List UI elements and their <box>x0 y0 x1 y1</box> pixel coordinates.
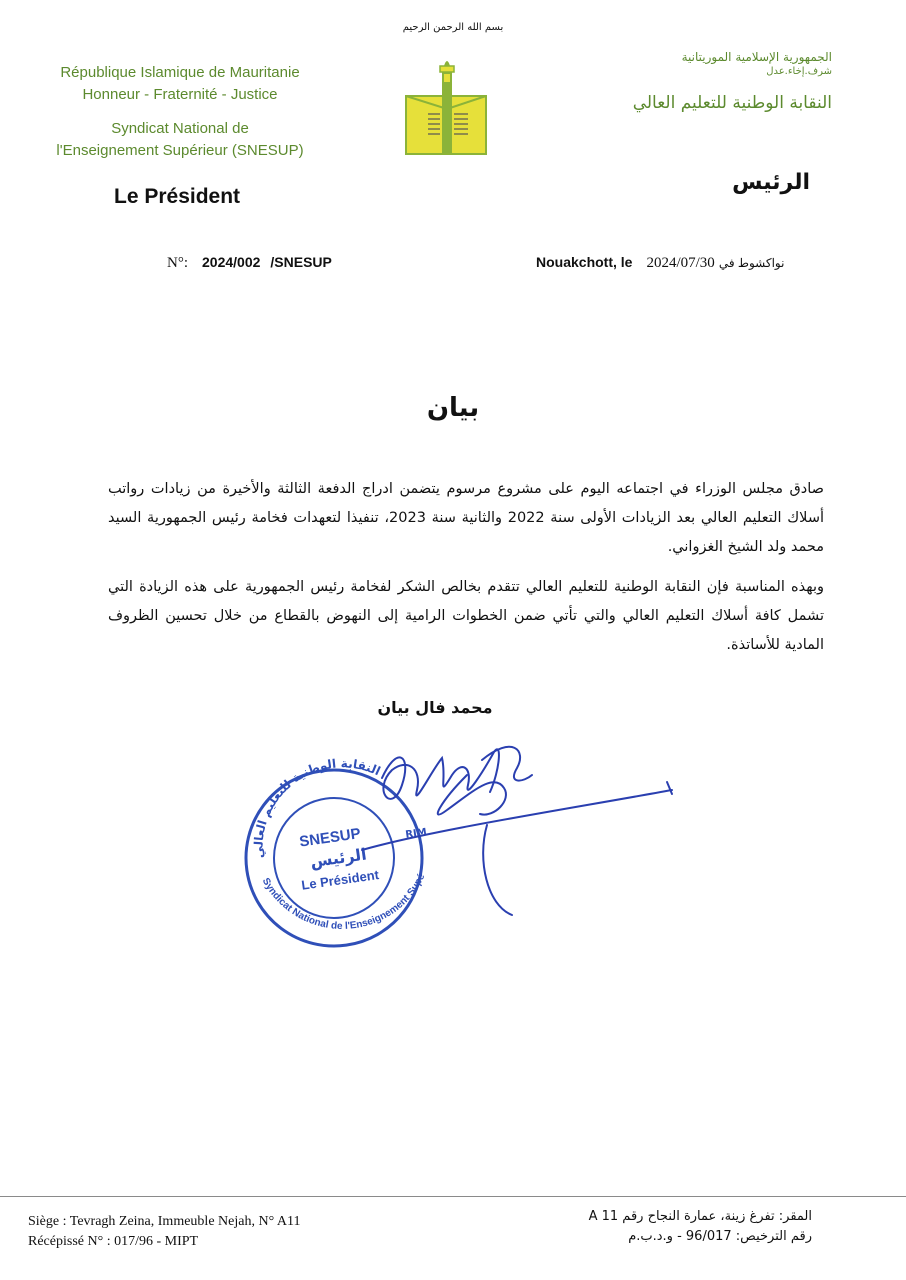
city-fr: Nouakchott, le <box>536 254 633 270</box>
header-arabic <box>633 50 832 113</box>
stamp-center-ar: الرئيس <box>308 844 368 872</box>
union-logo <box>404 56 488 160</box>
reference-value: 2024/002 <box>202 254 261 270</box>
reference-date <box>536 254 784 272</box>
paragraph: صادق مجلس الوزراء في اجتماعه اليوم على مشروع مرسوم يتضمن ادراج الدفعة الثالثة والأخيرة من زيادات رواتب أسلاك التعليم العالي بعد الزيادات الأولى سنة 2022 والثانية سنة 2023، تنفيذا لتعهدات فخامة رئيس الجمهورية السيد محمد ولد الشيخ الغزواني. <box>108 481 824 555</box>
document-title: بيان <box>426 393 480 423</box>
statement-body <box>108 475 824 671</box>
header-french <box>30 62 330 162</box>
stamp-ring-ar: النقابة الوطنية للتعليم العالي <box>251 756 383 859</box>
footer-arabic <box>589 1207 812 1247</box>
stamp-and-signature <box>232 730 692 960</box>
union-name-fr-2: l'Enseignement Supérieur (SNESUP) <box>56 142 304 159</box>
reference-label: N°: <box>167 255 188 271</box>
basmala: بسم الله الرحمن الرحيم <box>402 22 504 33</box>
footer-address-ar: المقر: تفرغ زينة، عمارة النجاح رقم A 11 <box>588 1209 812 1224</box>
paragraph: وبهذه المناسبة فإن النقابة الوطنية للتعليم العالي تتقدم بخالص الشكر لفخامة رئيس الجمهورية على هذه الزيادة التي تشمل كافة أسلاك التعليم العالي والتي تأتي ضمن الخطوات الرامية إلى النهوض بالقطاع من خلال تحسين الظروف المادية للأساتذة. <box>108 579 824 653</box>
footer-french <box>28 1212 301 1252</box>
official-stamp <box>232 730 441 960</box>
president-title-fr: Le Président <box>114 185 241 208</box>
date-value: 2024/07/30 <box>646 255 715 271</box>
stamp-ring-fr: Syndicat National de l'Enseignement Supérieur <box>259 872 428 932</box>
footer-address-fr: Siège : Tevragh Zeina, Immeuble Nejah, N° A11 <box>28 1214 301 1229</box>
city-ar: نواكشوط في <box>718 256 785 270</box>
footer-receipt-fr: Récépissé N° : 017/96 - MIPT <box>28 1234 199 1249</box>
union-name-fr-1: Syndicat National de <box>111 120 249 137</box>
footer-license-ar: رقم الترخيص: 96/017 - و.د.ب.م <box>628 1229 812 1244</box>
president-title-ar: الرئيس <box>732 170 810 195</box>
reference-number <box>167 254 342 272</box>
stamp-rim: RIM <box>404 826 428 841</box>
country-name-ar: الجمهورية الإسلامية الموريتانية <box>681 50 832 64</box>
signer-name: محمد فال بيان <box>377 698 493 717</box>
motto-fr: Honneur - Fraternité - Justice <box>82 86 278 103</box>
country-name-fr: République Islamique de Mauritanie <box>60 64 300 81</box>
motto-ar: شرف.إخاء.عدل <box>766 66 832 77</box>
reference-suffix: /SNESUP <box>270 254 332 270</box>
stamp-center-fr2: Le Président <box>300 867 380 893</box>
union-name-ar: النقابة الوطنية للتعليم العالي <box>632 93 832 113</box>
stamp-center-fr: SNESUP <box>298 825 362 851</box>
footer-divider <box>0 1196 906 1197</box>
